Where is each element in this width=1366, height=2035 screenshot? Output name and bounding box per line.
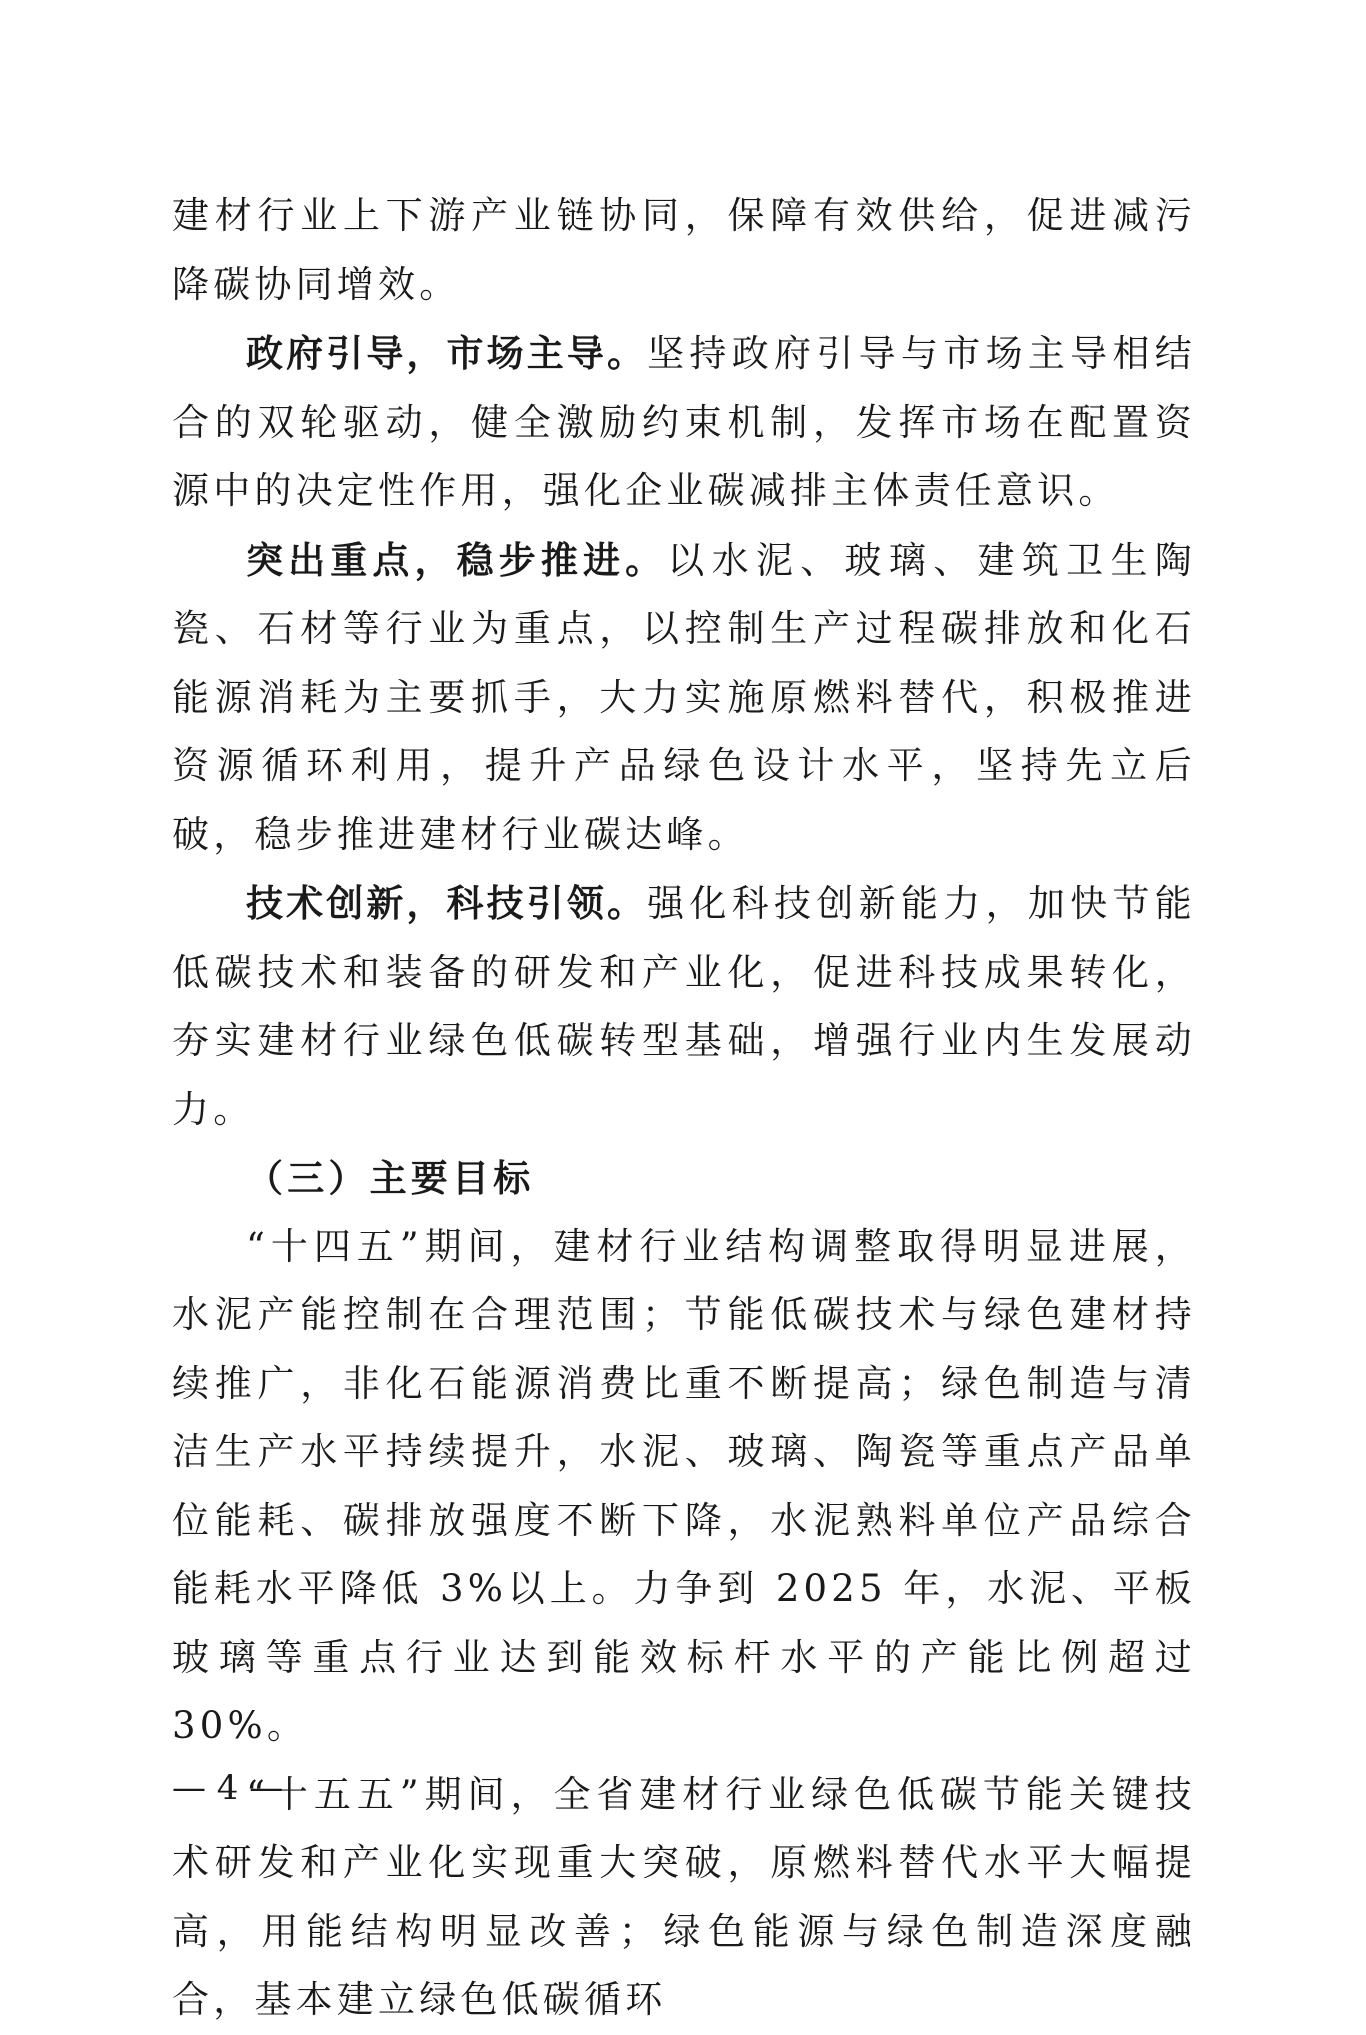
paragraph-text: “十五五”期间，全省建材行业绿色低碳节能关键技术研发和产业化实现重大突破，原燃料替代水平大幅提高，用能结构明显改善；绿色能源与绿色制造深度融合，基本建立绿色低碳循环 [172,1772,1196,2021]
section-heading: （三）主要目标 [246,1156,535,1200]
paragraph-15th-five-year [172,1761,1196,2035]
paragraph-text: 坚持政府引导与市场主导相结合的双轮驱动，健全激励约束机制，发挥市场在配置资源中的决定性作用，强化企业碳减排主体责任意识。 [172,332,1196,512]
paragraph-text: 强化科技创新能力，加快节能低碳技术和装备的研发和产业化，促进科技成果转化，夯实建材行业绿色低碳转型基础，增强行业内生发展动力。 [172,882,1196,1131]
paragraph-tech-innovation [172,869,1196,1144]
page-number: — 4 — [172,1768,284,1808]
paragraph-14th-five-year [172,1213,1196,1761]
paragraph-lead: 突出重点，稳步推进。 [246,537,668,582]
paragraph-key-focus [172,526,1196,870]
document-body [172,182,1196,2035]
paragraph-text: 以水泥、玻璃、建筑卫生陶瓷、石材等行业为重点，以控制生产过程碳排放和化石能源消耗为主要抓手，大力实施原燃料替代，积极推进资源循环利用，提升产品绿色设计水平，坚持先立后破，稳步推进建材行业碳达峰。 [172,538,1197,856]
paragraph-government-guidance [172,319,1196,526]
paragraph-text: 建材行业上下游产业链协同，保障有效供给，促进减污降碳协同增效。 [172,194,1196,306]
paragraph-continuation [172,182,1196,319]
paragraph-lead: 政府引导，市场主导。 [246,331,648,375]
paragraph-text: “十四五”期间，建材行业结构调整取得明显进展，水泥产能控制在合理范围；节能低碳技术与绿色建材持续推广，非化石能源消费比重不断提高；绿色制造与清洁生产水平持续提升，水泥、玻璃、陶瓷等重点产品单位能耗、碳排放强度不断下降，水泥熟料单位产品综合能耗水平降低 3%以上。力争到 2025 年，水泥、平板玻璃等重点行业达到能效标杆水平的产能比例超过30%。 [172,1224,1196,1747]
paragraph-lead: 技术创新，科技引领。 [246,881,648,925]
